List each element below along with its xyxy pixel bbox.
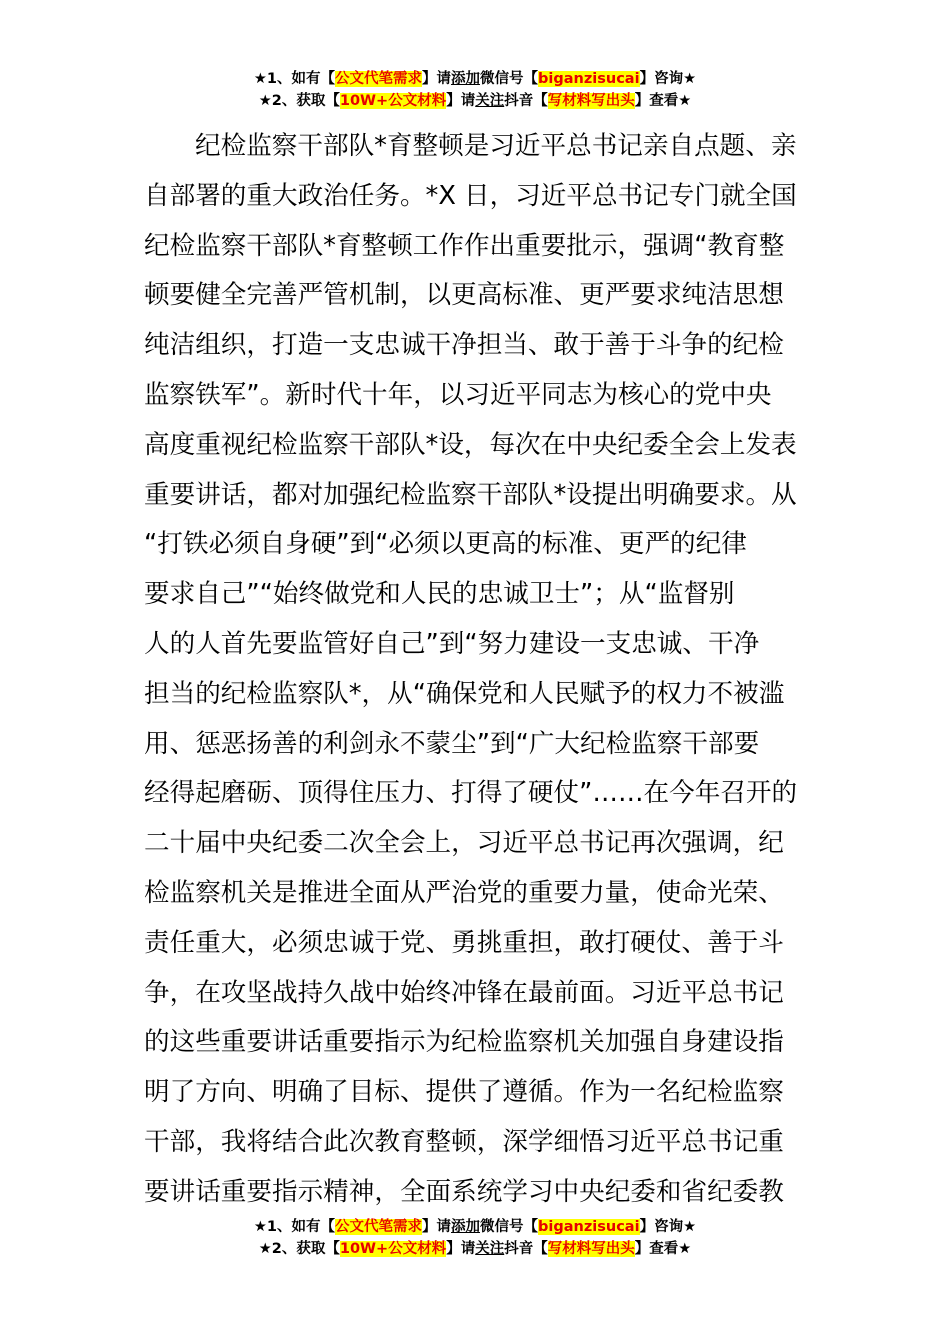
banner-text: 】咨询★ [639,71,697,87]
underlined-text: 关注 [475,93,505,109]
banner-line-2 [0,1238,950,1260]
banner-text: 】请 [422,1219,452,1235]
body-line: 担当的纪检监察队*，从“确保党和人民赋予的权力不被滥 [144,678,785,709]
body-line: 人的人首先要监管好自己”到“努力建设一支忠诚、干净 [144,628,760,659]
banner-text: 微信号【 [480,71,539,87]
banner-text: 】查看★ [634,1241,692,1257]
body-line: 争，在攻坚战持久战中始终冲锋在最前面。习近平总书记 [144,977,784,1008]
document-body [144,122,810,1218]
highlight-douyin: 写材料写出头 [547,1241,635,1257]
banner-text: 】请 [446,1241,476,1257]
footer-banner [0,1216,950,1260]
body-line: 用、惩恶扬善的利剑永不蒙尘”到“广大纪检监察干部要 [144,728,760,759]
highlight-service: 公文代笔需求 [335,1219,423,1235]
body-line: 要讲话重要指示精神，全面系统学习中央纪委和省纪委教 [144,1176,784,1207]
header-banner [0,68,950,112]
banner-line-2 [0,90,950,112]
body-line: 纯洁组织，打造一支忠诚干净担当、敢于善于斗争的纪检 [144,330,784,361]
highlight-wechat-id: biganzisucai [538,71,640,87]
body-line: 干部，我将结合此次教育整顿，深学细悟习近平总书记重 [144,1126,784,1157]
body-line: 自部署的重大政治任务。*X 日，习近平总书记专门就全国 [144,180,797,211]
body-line: 二十届中央纪委二次全会上，习近平总书记再次强调，纪 [144,828,784,859]
body-line: 明了方向、明确了目标、提供了遵循。作为一名纪检监察 [144,1077,784,1108]
banner-text: 】请 [422,71,452,87]
body-line: 监察铁军”。新时代十年，以习近平同志为核心的党中央 [144,379,772,410]
banner-line-1 [0,68,950,90]
body-line: 经得起磨砺、顶得住压力、打得了硬仗”……在今年召开的 [144,778,798,809]
body-line: 纪检监察干部队*育整顿是习近平总书记亲自点题、亲 [195,131,797,161]
highlight-materials: 10W+公文材料 [339,1241,447,1257]
highlight-wechat-id: biganzisucai [538,1219,640,1235]
banner-text: 微信号【 [480,1219,539,1235]
banner-line-1 [0,1216,950,1238]
body-line: 要求自己”“始终做党和人民的忠诚卫士”；从“监督别 [144,579,735,610]
underlined-text: 添加 [451,71,481,87]
banner-text: ★1、如有【 [253,71,336,87]
banner-text: 抖音【 [504,93,548,109]
banner-text: 】咨询★ [639,1219,697,1235]
underlined-text: 关注 [475,1241,505,1257]
banner-text: 】查看★ [634,93,692,109]
banner-text: ★1、如有【 [253,1219,336,1235]
body-line: 检监察机关是推进全面从严治党的重要力量，使命光荣、 [144,877,784,908]
body-line: 的这些重要讲话重要指示为纪检监察机关加强自身建设指 [144,1027,784,1058]
body-line: “打铁必须自身硬”到“必须以更高的标准、更严的纪律 [144,529,747,560]
underlined-text: 添加 [451,1219,481,1235]
banner-text: 】请 [446,93,476,109]
body-line: 重要讲话，都对加强纪检监察干部队*设提出明确要求。从 [144,479,797,510]
body-line: 顿要健全完善严管机制，以更高标准、更严要求纯洁思想 [144,280,784,311]
body-line: 纪检监察干部队*育整顿工作作出重要批示，强调“教育整 [144,230,785,261]
banner-text: ★2、获取【 [258,93,340,109]
highlight-materials: 10W+公文材料 [339,93,447,109]
highlight-service: 公文代笔需求 [335,71,423,87]
highlight-douyin: 写材料写出头 [547,93,635,109]
banner-text: 抖音【 [504,1241,548,1257]
body-line: 责任重大，必须忠诚于党、勇挑重担，敢打硬仗、善于斗 [144,927,784,958]
body-line: 高度重视纪检监察干部队*设，每次在中央纪委全会上发表 [144,429,797,460]
banner-text: ★2、获取【 [258,1241,340,1257]
